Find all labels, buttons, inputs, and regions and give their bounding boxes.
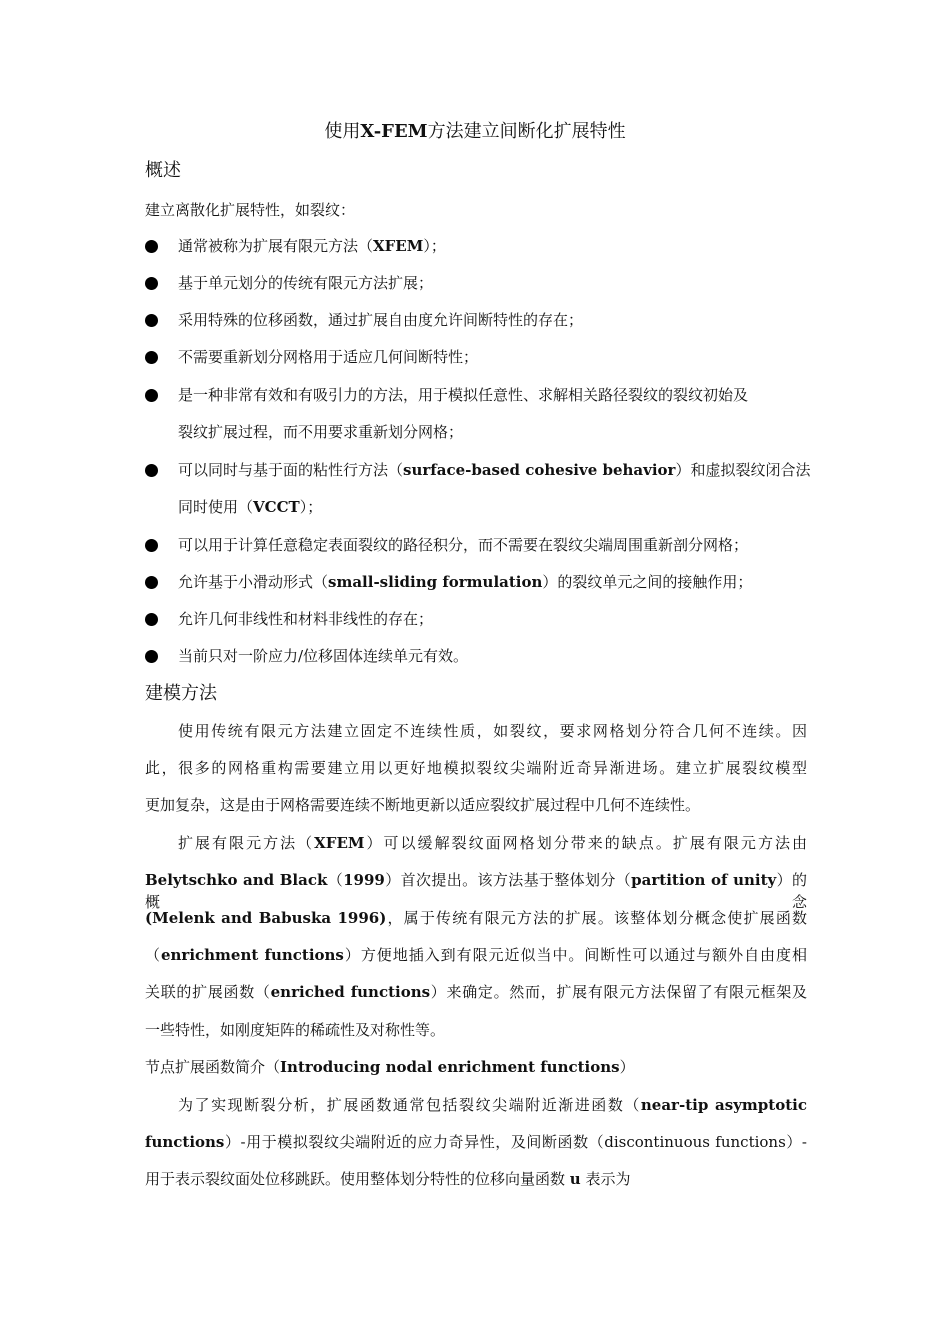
bullet-dot (145, 389, 158, 402)
bullet-item: 是一种非常有效和有吸引力的方法，用于模拟任意性、求解相关路径裂纹的裂纹初始及 (178, 386, 749, 404)
bullet-item: 通常被称为扩展有限元方法（XFEM）； (178, 237, 446, 255)
bullet-item: 允许几何非线性和材料非线性的存在； (178, 610, 434, 628)
paragraph-line: 此，很多的网格重构需要建立用以更好地模拟裂纹尖端附近奇异渐进场。建立扩展裂纹模型 (145, 759, 807, 777)
paragraph-line: 更加复杂，这是由于网格需要连续不断地更新以适应裂纹扩展过程中几何不连续性。 (145, 796, 701, 814)
bullet-dot (145, 613, 158, 626)
title-text: 方法建立间断化扩展特性 (427, 121, 626, 142)
paragraph-line: 一些特性，如刚度矩阵的稀疏性及对称性等。 (145, 1021, 446, 1039)
bullet-item: 可以同时与基于面的粘性行方法（surface-based cohesive behavior）和虚拟裂纹闭合法 (178, 461, 811, 479)
paragraph-line: (Melenk and Babuska 1996)，属于传统有限元方法的扩展。该整体划分概念使扩展函数 (145, 909, 807, 927)
subsection-heading: 节点扩展函数简介（Introducing nodal enrichment functions） (145, 1058, 635, 1076)
bullet-dot (145, 351, 158, 364)
section-heading-overview: 概述 (145, 160, 181, 181)
intro-text: 建立离散化扩展特性，如裂纹： (145, 201, 356, 219)
bullet-item-continuation: 裂纹扩展过程，而不用要求重新划分网格； (178, 423, 464, 441)
bullet-item: 当前只对一阶应力/位移固体连续单元有效。 (178, 647, 469, 665)
paragraph-line: 扩展有限元方法（XFEM）可以缓解裂纹面网格划分带来的缺点。扩展有限元方法由 (178, 834, 807, 852)
bullet-dot (145, 539, 158, 552)
paragraph-line: functions）-用于模拟裂纹尖端附近的应力奇异性，及间断函数（discontinuous functions）- (145, 1133, 807, 1151)
bullet-dot (145, 650, 158, 663)
bullet-item: 采用特殊的位移函数，通过扩展自由度允许间断特性的存在； (178, 311, 584, 329)
bullet-item: 不需要重新划分网格用于适应几何间断特性； (178, 348, 479, 366)
bullet-dot (145, 314, 158, 327)
page-title (0, 119, 950, 145)
bullet-dot (145, 240, 158, 253)
title-text: 使用 (324, 121, 361, 142)
paragraph-line: Belytschko and Black（1999）首次提出。该方法基于整体划分（partition of unity）的概念 (145, 871, 807, 911)
bullet-dot (145, 277, 158, 290)
bullet-dot (145, 464, 158, 477)
paragraph-line: 关联的扩展函数（enriched functions）来确定。然而，扩展有限元方法保留了有限元框架及 (145, 983, 807, 1001)
paragraph-line: （enrichment functions）方便地插入到有限元近似当中。间断性可以通过与额外自由度相 (145, 946, 807, 964)
title-bold: X-FEM (360, 121, 428, 142)
paragraph-line: 为了实现断裂分析，扩展函数通常包括裂纹尖端附近渐进函数（near-tip asymptotic (178, 1096, 807, 1114)
bullet-item: 可以用于计算任意稳定表面裂纹的路径积分，而不需要在裂纹尖端周围重新剖分网格； (178, 536, 749, 554)
paragraph-line: 使用传统有限元方法建立固定不连续性质，如裂纹，要求网格划分符合几何不连续。因 (178, 722, 807, 740)
bullet-item: 基于单元划分的传统有限元方法扩展； (178, 274, 434, 292)
section-heading-modeling: 建模方法 (145, 683, 217, 704)
bullet-item-continuation: 同时使用（VCCT）； (178, 498, 323, 516)
bullet-item: 允许基于小滑动形式（small-sliding formulation）的裂纹单元之间的接触作用； (178, 573, 753, 591)
paragraph-line: 用于表示裂纹面处位移跳跃。使用整体划分特性的位移向量函数 u 表示为 (145, 1170, 631, 1188)
bullet-dot (145, 576, 158, 589)
